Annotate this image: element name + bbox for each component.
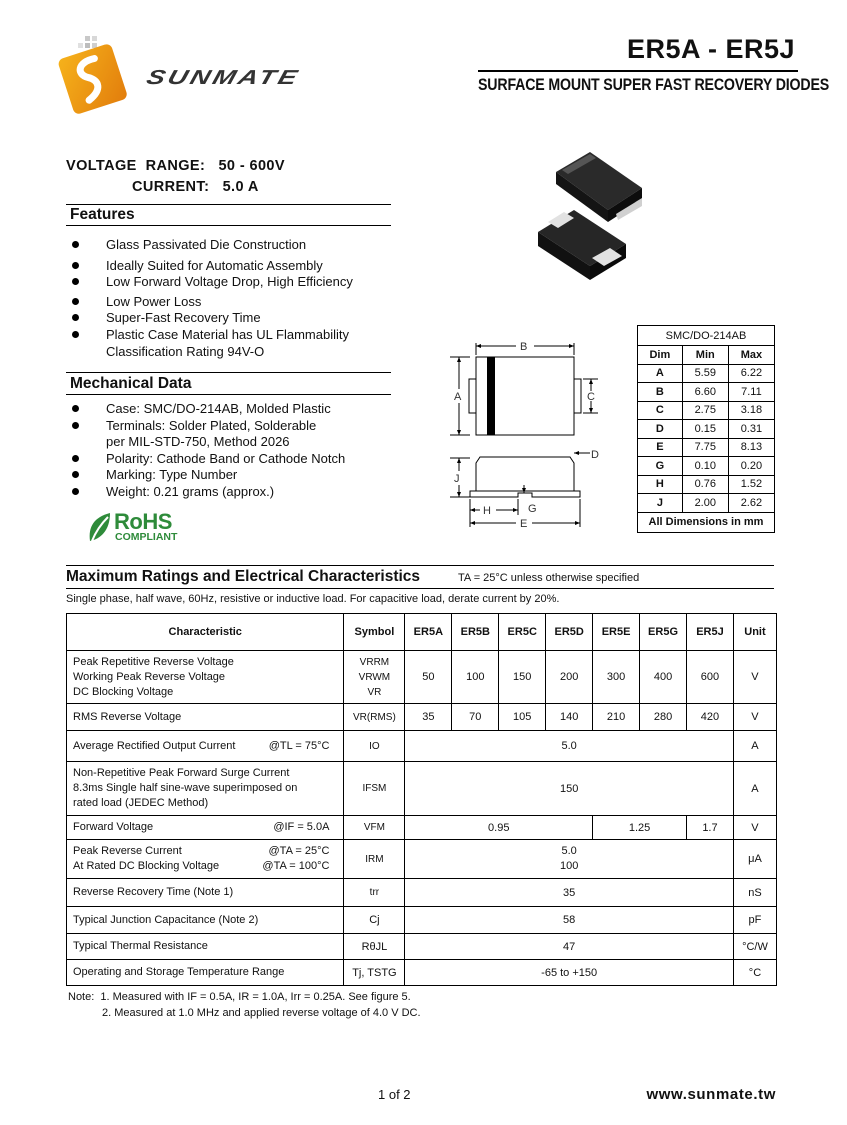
table-row: A 5.59 6.22 <box>638 364 775 383</box>
outline-drawing <box>440 335 615 535</box>
note-2: 2. Measured at 1.0 MHz and applied reverse voltage of 4.0 V DC. <box>102 1006 421 1019</box>
package-name: SMC/DO-214AB <box>638 326 775 346</box>
ratings-title: Maximum Ratings and Electrical Characteristics <box>66 568 421 585</box>
mechanical-top-rule <box>66 372 391 373</box>
table-row: J 2.00 2.62 <box>638 494 775 513</box>
rohs-badge <box>86 509 196 545</box>
table-header-row <box>67 614 777 651</box>
list-item: Ideally Suited for Automatic Assembly <box>68 258 398 275</box>
table-row: Reverse Recovery Time (Note 1) trr 35 nS <box>67 879 777 907</box>
list-item: Case: SMC/DO-214AB, Molded Plastic <box>68 401 398 418</box>
column-header: Characteristic <box>67 614 344 651</box>
column-header: Min <box>682 346 728 365</box>
column-header: Unit <box>733 614 776 651</box>
mechanical-title: Mechanical Data <box>70 375 192 392</box>
list-item: Marking: Type Number <box>68 467 398 484</box>
features-top-rule <box>66 204 391 205</box>
ratings-top-rule <box>66 565 774 566</box>
table-row: Peak Reverse Current @TA = 25°C At Rated DC Blocking Voltage @TA = 100°C IRM 5.0 100 μA <box>67 840 777 879</box>
column-header: ER5B <box>452 614 499 651</box>
voltage-range: VOLTAGE RANGE: 50 - 600V <box>66 158 285 174</box>
column-header: Max <box>728 346 774 365</box>
column-header: ER5G <box>640 614 687 651</box>
column-header: ER5E <box>593 614 640 651</box>
dim-label-a: A <box>454 391 462 403</box>
symbol-cell: VRRM VRWM VR <box>344 651 405 704</box>
table-row: B 6.60 7.11 <box>638 383 775 402</box>
company-logo <box>55 34 320 114</box>
table-row: Operating and Storage Temperature Range Tj, TSTG -65 to +150 °C <box>67 960 777 986</box>
part-number-title: ER5A - ER5J <box>626 34 795 64</box>
dim-label-c: C <box>587 391 595 403</box>
list-item: Low Forward Voltage Drop, High Efficiency <box>68 274 398 291</box>
mechanical-bottom-rule <box>66 394 391 395</box>
table-row: Typical Junction Capacitance (Note 2) Cj 58 pF <box>67 907 777 934</box>
ratings-condition: TA = 25°C unless otherwise specified <box>458 572 640 584</box>
rohs-compliant-label: COMPLIANT <box>115 531 178 543</box>
logo-text: SUNMATE <box>143 65 303 89</box>
table-row: Peak Repetitive Reverse Voltage Working Peak Reverse Voltage DC Blocking Voltage VRRM VRWM VR 50 100 150 200 300 400 600 V <box>67 651 777 704</box>
title-divider <box>478 70 798 72</box>
ratings-bottom-rule <box>66 588 774 589</box>
list-item: Low Power Loss <box>68 294 398 311</box>
table-row: G 0.10 0.20 <box>638 457 775 476</box>
table-row: C 2.75 3.18 <box>638 401 775 420</box>
website-link[interactable]: www.sunmate.tw <box>646 1086 776 1103</box>
dim-label-b: B <box>520 341 528 353</box>
list-item: Plastic Case Material has UL Flammability <box>68 327 398 344</box>
column-header: ER5A <box>405 614 452 651</box>
rohs-label: RoHS <box>114 509 172 534</box>
dim-label-g: G <box>528 503 537 515</box>
list-item: Glass Passivated Die Construction <box>68 237 398 254</box>
table-row: Average Rectified Output Current @TL = 75°C IO 5.0 A <box>67 731 777 762</box>
notes <box>68 990 421 1021</box>
table-row: Typical Thermal Resistance RθJL 47 °C/W <box>67 934 777 960</box>
list-item-continued: per MIL-STD-750, Method 2026 <box>106 434 290 450</box>
note-1: Note: 1. Measured with IF = 0.5A, IR = 1.0A, Irr = 0.25A. See figure 5. <box>68 991 411 1003</box>
table-row: RMS Reverse Voltage VR(RMS) 35 70 105 140 210 280 420 V <box>67 704 777 731</box>
mechanical-list <box>68 401 398 501</box>
package-photo <box>530 148 650 288</box>
column-header: Dim <box>638 346 683 365</box>
page-number: 1 of 2 <box>378 1087 411 1102</box>
list-item: Polarity: Cathode Band or Cathode Notch <box>68 451 398 468</box>
table-row: D 0.15 0.31 <box>638 420 775 439</box>
column-header: ER5D <box>546 614 593 651</box>
dim-label-d: D <box>591 449 599 461</box>
characteristic-cell: Peak Repetitive Reverse Voltage Working Peak Reverse Voltage DC Blocking Voltage <box>67 651 344 704</box>
leaf-icon <box>86 511 114 545</box>
list-item: Weight: 0.21 grams (approx.) <box>68 484 398 501</box>
features-list <box>68 237 398 360</box>
dimensions-table <box>637 325 775 533</box>
column-header: ER5J <box>687 614 734 651</box>
table-row: Non-Repetitive Peak Forward Surge Current 8.3ms Single half sine-wave superimposed on rated load (JEDEC Method) IFSM 150 A <box>67 762 777 816</box>
dim-label-h: H <box>483 505 491 517</box>
list-item: Terminals: Solder Plated, Solderable <box>68 418 398 435</box>
table-row: Forward Voltage @IF = 5.0A VFM 0.95 1.25 1.7 V <box>67 816 777 840</box>
ratings-table <box>66 613 777 986</box>
dimensions-footer: All Dimensions in mm <box>638 512 775 532</box>
features-title: Features <box>70 206 135 223</box>
table-row: E 7.75 8.13 <box>638 438 775 457</box>
column-header: Symbol <box>344 614 405 651</box>
features-bottom-rule <box>66 225 391 226</box>
product-subtitle: SURFACE MOUNT SUPER FAST RECOVERY DIODES <box>478 76 830 94</box>
list-item-continued: Classification Rating 94V-O <box>106 343 265 359</box>
list-item: Super-Fast Recovery Time <box>68 310 398 327</box>
dim-label-e: E <box>520 518 528 530</box>
column-header: ER5C <box>499 614 546 651</box>
ratings-note: Single phase, half wave, 60Hz, resistive or inductive load. For capacitive load, derate current by 20%. <box>66 593 560 605</box>
dim-label-j: J <box>454 473 460 485</box>
table-row: H 0.76 1.52 <box>638 475 775 494</box>
current-rating: CURRENT: 5.0 A <box>132 179 259 195</box>
